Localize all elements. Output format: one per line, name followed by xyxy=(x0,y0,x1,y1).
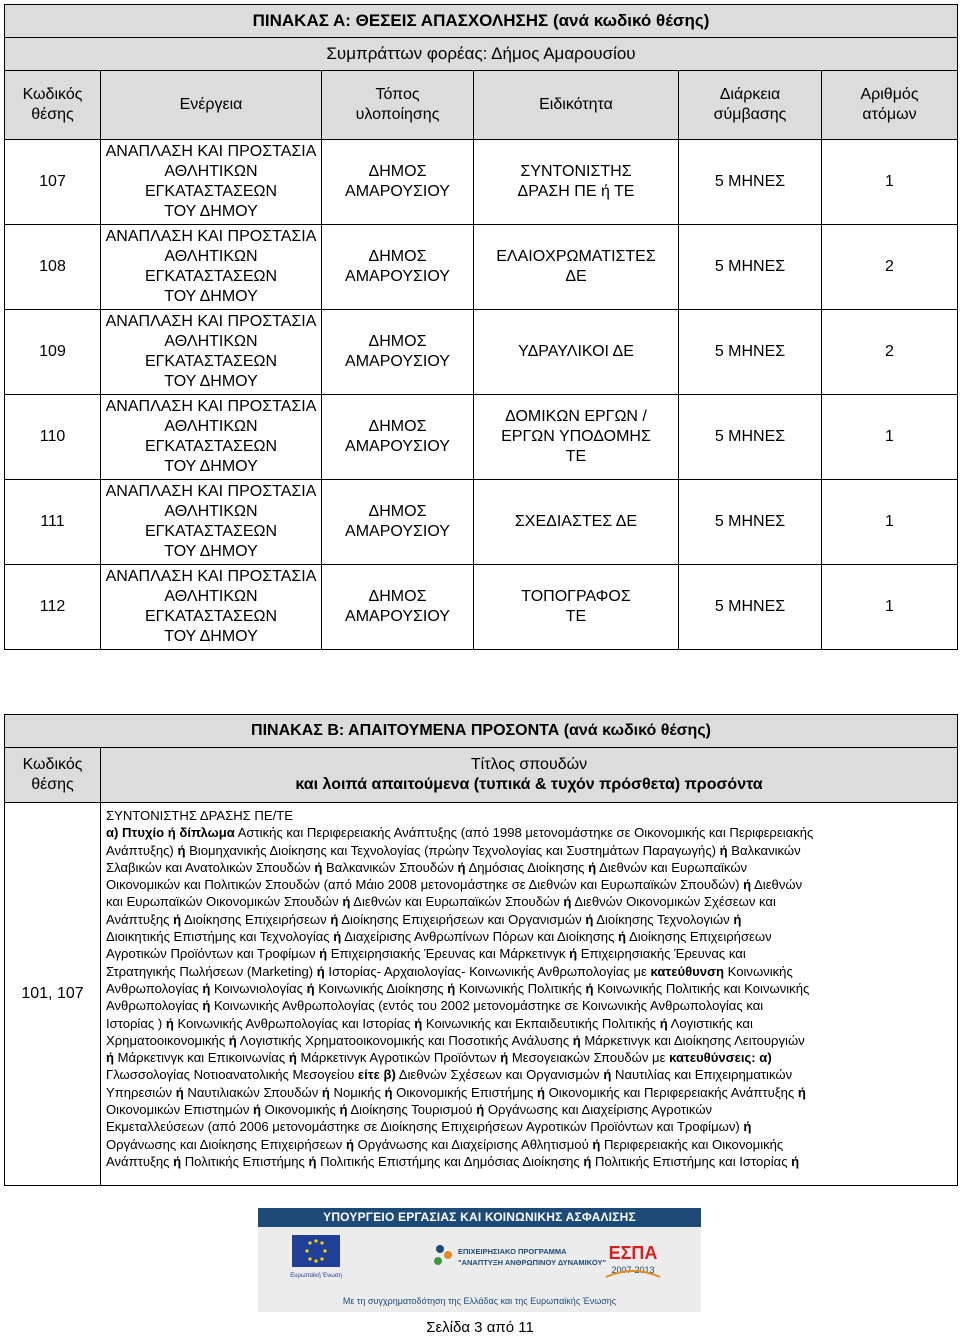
bold-segment: ή xyxy=(345,1136,354,1152)
text-segment: Οργάνωσης και Διαχείρισης Αθλητισμού xyxy=(353,1136,593,1152)
text-segment: Λογιστικής και xyxy=(667,1015,753,1031)
specialty-cell xyxy=(474,225,679,310)
bold-segment: ή xyxy=(585,980,594,996)
text-segment: Διοίκησης Επιχειρήσεων xyxy=(626,929,772,945)
page-number: Σελίδα 3 από 11 xyxy=(426,1319,534,1336)
code-cell: 107 xyxy=(5,140,101,225)
qualification-line xyxy=(106,928,951,945)
qualification-line xyxy=(106,1049,951,1066)
activity-cell-line: ΑΝΑΠΛΑΣΗ ΚΑΙ ΠΡΟΣΤΑΣΙΑ xyxy=(105,228,317,245)
place-cell-line: ΑΜΑΡΟΥΣΙΟΥ xyxy=(345,523,450,540)
header-line: Κωδικός xyxy=(22,756,83,773)
activity-cell-line: ΑΘΛΗΤΙΚΩΝ ΕΓΚΑΤΑΣΤΑΣΕΩΝ xyxy=(144,588,278,625)
bold-segment: ή xyxy=(330,911,339,927)
code-cell: 112 xyxy=(5,565,101,650)
text-segment: Κοινωνικής Ανθρωπολογίας (εντός του 2002 μετονομάστηκε σε Κοινωνικής Ανθρωπολογίας και xyxy=(210,998,764,1014)
specialty-cell xyxy=(474,310,679,395)
text-segment: Ανάπτυξης) xyxy=(106,842,178,858)
qualifications-text xyxy=(101,803,958,1186)
text-segment: Χρηματοοικονομικής xyxy=(106,1032,229,1048)
text-segment: Διοίκησης Επιχειρήσεων xyxy=(181,911,331,927)
header-line: Τόπος xyxy=(375,86,420,103)
text-segment: Λογιστικής Χρηματοοικονομικής και Ποσοτικής Ανάλυσης xyxy=(236,1032,573,1048)
qualification-line xyxy=(106,945,951,962)
text-segment: ΣΥΝΤΟΝΙΣΤΗΣ ΔΡΑΣΗΣ ΠΕ/ΤΕ xyxy=(106,808,293,823)
activity-cell-line: ΤΟΥ ΔΗΜΟΥ xyxy=(164,628,258,645)
persons-cell: 2 xyxy=(822,225,958,310)
activity-cell-line: ΑΝΑΠΛΑΣΗ ΚΑΙ ΠΡΟΣΤΑΣΙΑ xyxy=(105,398,317,415)
bold-segment: ή xyxy=(175,1084,184,1100)
table-a-header-row xyxy=(5,71,958,140)
header-line: και λοιπά απαιτούμενα (τυπικά & τυχόν πρόσθετα) προσόντα xyxy=(295,776,763,793)
text-segment: Ναυτιλιακών Σπουδών xyxy=(183,1084,322,1100)
activity-cell-line: ΑΘΛΗΤΙΚΩΝ ΕΓΚΑΤΑΣΤΑΣΕΩΝ xyxy=(144,248,278,285)
qualification-line xyxy=(106,1015,951,1032)
qualification-line xyxy=(106,1101,951,1118)
text-segment: Επιχειρησιακής Έρευνας και Μάρκετινγκ xyxy=(327,946,570,962)
bold-segment: ή xyxy=(173,1153,182,1169)
text-segment: Πολιτικής Επιστήμης και Ιστορίας xyxy=(591,1153,792,1169)
text-segment: Ανάπτυξης xyxy=(106,1153,174,1169)
header-qualifications xyxy=(101,748,958,803)
text-segment: Γλωσσολογίας Νοτιοανατολικής Μεσογείου xyxy=(106,1067,358,1083)
text-segment: Μάρκετινγκ Αγροτικών Προϊόντων xyxy=(296,1050,501,1066)
activity-cell xyxy=(101,140,322,225)
specialty-cell-line: ΕΛΑΙΟΧΡΩΜΑΤΙΣΤΕΣ xyxy=(496,248,656,265)
activity-cell-line: ΤΟΥ ΔΗΜΟΥ xyxy=(164,203,258,220)
specialty-cell-line: ΣΥΝΤΟΝΙΣΤΗΣ xyxy=(520,163,632,180)
bold-segment: ή xyxy=(457,859,466,875)
specialty-cell xyxy=(474,480,679,565)
eu-flag-logo xyxy=(288,1235,344,1281)
activity-cell-line: ΤΟΥ ΔΗΜΟΥ xyxy=(164,458,258,475)
text-segment: Κοινωνικής και Εκπαιδευτικής Πολιτικής xyxy=(422,1015,660,1031)
text-segment: Αγροτικών Προϊόντων και Τροφίμων xyxy=(106,946,320,962)
bold-segment: ή xyxy=(791,1153,800,1169)
place-cell-line: ΑΜΑΡΟΥΣΙΟΥ xyxy=(345,183,450,200)
place-cell xyxy=(322,225,474,310)
bold-segment: ή xyxy=(569,946,578,962)
espa-years: 2007-2013 xyxy=(611,1265,655,1275)
bold-segment: ή xyxy=(536,1084,545,1100)
text-segment: Νομικής xyxy=(329,1084,385,1100)
bold-segment: ή xyxy=(743,877,752,893)
place-cell-line: ΑΜΑΡΟΥΣΙΟΥ xyxy=(345,353,450,370)
text-segment: Διεθνών xyxy=(751,877,803,893)
bold-segment: ή xyxy=(165,1015,174,1031)
text-segment: Κοινωνιολογίας xyxy=(210,980,307,996)
text-segment: Βαλκανικών Σπουδών xyxy=(322,859,458,875)
text-segment: Ανθρωπολογίας xyxy=(106,980,203,996)
activity-cell-line: ΤΟΥ ΔΗΜΟΥ xyxy=(164,373,258,390)
text-segment: Επιχειρησιακής Έρευνας και xyxy=(577,946,746,962)
bold-segment: ή xyxy=(306,980,315,996)
bold-segment: ή xyxy=(572,1032,581,1048)
bold-segment: ή xyxy=(659,1015,668,1031)
espa-logo xyxy=(598,1235,668,1283)
text-segment: Οικονομικών και Πολιτικών Σπουδών (από Μάιο 2008 μετονομάστηκε σε Διεθνών και Ευρωπαϊκών Σπουδών) xyxy=(106,877,744,893)
header-line: ατόμων xyxy=(862,106,917,123)
activity-cell-line: ΤΟΥ ΔΗΜΟΥ xyxy=(164,288,258,305)
persons-cell: 2 xyxy=(822,310,958,395)
header-line: θέσης xyxy=(31,776,74,793)
text-segment: Οργάνωσης και Διοίκησης Επιχειρήσεων xyxy=(106,1136,346,1152)
bold-segment: ή xyxy=(173,911,182,927)
persons-cell: 1 xyxy=(822,565,958,650)
code-cell: 108 xyxy=(5,225,101,310)
activity-cell xyxy=(101,310,322,395)
text-segment: Μεσογειακών Σπουδών με xyxy=(508,1050,670,1066)
header-line: Ενέργεια xyxy=(179,96,243,113)
bold-segment: ή xyxy=(583,1153,592,1169)
bold-segment: είτε β) xyxy=(357,1067,396,1083)
place-cell-line: ΔΗΜΟΣ xyxy=(368,588,427,605)
qualification-line xyxy=(106,1032,951,1049)
specialty-cell-line: ΤΕ xyxy=(565,448,587,465)
ministry-title: ΥΠΟΥΡΓΕΙΟ ΕΡΓΑΣΙΑΣ ΚΑΙ ΚΟΙΝΩΝΙΚΗΣ ΑΣΦΑΛΙΣΗΣ xyxy=(258,1208,701,1227)
bold-segment: κατευθύνσεις: α) xyxy=(669,1050,772,1066)
text-segment: Διεθνών Οικονομικών Σχέσεων και xyxy=(571,894,776,910)
persons-cell: 1 xyxy=(822,480,958,565)
activity-cell-line: ΑΝΑΠΛΑΣΗ ΚΑΙ ΠΡΟΣΤΑΣΙΑ xyxy=(105,568,317,585)
header-line: Κωδικός xyxy=(22,86,83,103)
bold-segment: ή xyxy=(319,946,328,962)
activity-cell-line: ΑΝΑΠΛΑΣΗ ΚΑΙ ΠΡΟΣΤΑΣΙΑ xyxy=(105,143,317,160)
code-cell: 111 xyxy=(5,480,101,565)
text-segment: Εκμεταλλεύσεων (από 2006 μετονομάστηκε σε Διοίκησης Επιχειρήσεων Αγροτικών Προϊόντων και Τροφίμων) xyxy=(106,1119,744,1135)
qualification-line xyxy=(106,1084,951,1101)
bold-segment: ή xyxy=(288,1050,297,1066)
header-line: σύμβασης xyxy=(713,106,787,123)
header-place xyxy=(322,71,474,140)
text-segment: Διοίκησης Τουρισμού xyxy=(347,1102,477,1118)
text-segment: Διαχείρισης Ανθρωπίνων Πόρων και Διοίκησης xyxy=(341,929,619,945)
activity-cell xyxy=(101,480,322,565)
bold-segment: ή xyxy=(797,1084,806,1100)
qualification-line xyxy=(106,807,951,824)
place-cell xyxy=(322,140,474,225)
activity-cell-line: ΑΘΛΗΤΙΚΩΝ ΕΓΚΑΤΑΣΤΑΣΕΩΝ xyxy=(144,503,278,540)
activity-cell-line: ΑΝΑΠΛΑΣΗ ΚΑΙ ΠΡΟΣΤΑΣΙΑ xyxy=(105,313,317,330)
table-row xyxy=(5,140,958,225)
header-line: Αριθμός xyxy=(860,86,919,103)
text-segment: Διεθνών Σχέσεων και Οργανισμών xyxy=(395,1067,604,1083)
qualification-line xyxy=(106,997,951,1014)
bold-segment: ή xyxy=(588,859,597,875)
activity-cell xyxy=(101,395,322,480)
place-cell-line: ΔΗΜΟΣ xyxy=(368,418,427,435)
qualification-line xyxy=(106,980,951,997)
bold-segment: ή xyxy=(447,980,456,996)
bold-segment: ή xyxy=(228,1032,237,1048)
text-segment: Μάρκετινγκ και Διοίκησης Λειτουργιών xyxy=(580,1032,805,1048)
header-line: υλοποίησης xyxy=(355,106,440,123)
bold-segment: ή xyxy=(202,998,211,1014)
qualification-line xyxy=(106,1118,951,1135)
text-segment: Βιομηχανικής Διοίκησης και Τεχνολογίας (πρώην Τεχνολογίας και Συστημάτων Παραγωγής) xyxy=(185,842,720,858)
text-segment: Βαλκανικών xyxy=(727,842,801,858)
bold-segment: ή xyxy=(476,1102,485,1118)
espa-label: ΕΣΠΑ xyxy=(608,1243,658,1263)
bold-segment: ή xyxy=(592,1136,601,1152)
bold-segment: ή xyxy=(563,894,572,910)
bold-segment: ή xyxy=(500,1050,509,1066)
text-segment: Πολιτικής Επιστήμης και Δημόσιας Διοίκησης xyxy=(316,1153,584,1169)
text-segment: Ιστορίας ) xyxy=(106,1015,166,1031)
bold-segment: ή xyxy=(202,980,211,996)
bold-segment: ή xyxy=(342,894,351,910)
text-segment: Αστικής και Περιφερειακής Ανάπτυξης (από 1998 μετονομάστηκε σε Οικονομικής και Περιφερειακής xyxy=(234,825,814,841)
qualification-line xyxy=(106,911,951,928)
qualification-line xyxy=(106,842,951,859)
persons-cell: 1 xyxy=(822,395,958,480)
text-segment: Οικονομικής και Περιφερειακής Ανάπτυξης xyxy=(544,1084,798,1100)
persons-cell: 1 xyxy=(822,140,958,225)
qualification-line xyxy=(106,1153,951,1170)
table-row xyxy=(5,395,958,480)
header-specialty xyxy=(474,71,679,140)
bold-segment: ή xyxy=(339,1102,348,1118)
qualification-line xyxy=(106,963,951,980)
bold-segment: ή xyxy=(585,911,594,927)
specialty-cell-line: ΔΕ xyxy=(565,268,587,285)
table-row xyxy=(5,225,958,310)
activity-cell xyxy=(101,225,322,310)
qualification-line xyxy=(106,1066,951,1083)
header-activity xyxy=(101,71,322,140)
program-line1: ΕΠΙΧΕΙΡΗΣΙΑΚΟ ΠΡΟΓΡΑΜΜΑ xyxy=(458,1247,567,1256)
table-row xyxy=(5,565,958,650)
text-segment: Σλαβικών και Ανατολικών Σπουδών xyxy=(106,859,315,875)
bold-segment: ή xyxy=(618,929,627,945)
text-segment: Διεθνών και Ευρωπαϊκών Σπουδών xyxy=(350,894,564,910)
text-segment: Υπηρεσιών xyxy=(106,1084,176,1100)
bold-segment: α) Πτυχίο ή δίπλωμα xyxy=(106,825,235,841)
code-cell: 109 xyxy=(5,310,101,395)
duration-cell: 5 ΜΗΝΕΣ xyxy=(679,395,822,480)
duration-cell: 5 ΜΗΝΕΣ xyxy=(679,480,822,565)
text-segment: Ανάπτυξης xyxy=(106,911,174,927)
bold-segment: ή xyxy=(603,1067,612,1083)
text-segment: Διοίκησης Τεχνολογιών xyxy=(593,911,734,927)
bold-segment: ή xyxy=(316,963,325,979)
header-persons xyxy=(822,71,958,140)
text-segment: και Ευρωπαϊκών Οικονομικών Σπουδών xyxy=(106,894,343,910)
place-cell-line: ΔΗΜΟΣ xyxy=(368,333,427,350)
table-b xyxy=(4,714,958,1186)
table-b-title: ΠΙΝΑΚΑΣ Β: ΑΠΑΙΤΟΥΜΕΝΑ ΠΡΟΣΟΝΤΑ (ανά κωδικό θέσης) xyxy=(5,715,958,748)
text-segment: Διοίκησης Επιχειρήσεων και Οργανισμών xyxy=(338,911,586,927)
bold-segment: ή xyxy=(321,1084,330,1100)
activity-cell-line: ΑΝΑΠΛΑΣΗ ΚΑΙ ΠΡΟΣΤΑΣΙΑ xyxy=(105,483,317,500)
text-segment: Διοικητικής Επιστήμης και Τεχνολογίας xyxy=(106,929,334,945)
bold-segment: ή xyxy=(253,1102,262,1118)
header-line: θέσης xyxy=(31,106,74,123)
text-segment: Ναυτιλίας και Επιχειρηματικών xyxy=(611,1067,793,1083)
text-segment: Κοινωνικής Πολιτικής xyxy=(455,980,586,996)
text-segment: Πολιτικής Επιστήμης xyxy=(181,1153,309,1169)
place-cell xyxy=(322,480,474,565)
activity-cell-line: ΤΟΥ ΔΗΜΟΥ xyxy=(164,543,258,560)
partner-label: Συμπράττων φορέας: Δήμος Αμαρουσίου xyxy=(5,38,958,71)
text-segment: Οικονομικής Επιστήμης xyxy=(392,1084,537,1100)
table-row xyxy=(5,480,958,565)
header-duration xyxy=(679,71,822,140)
text-segment: Κοινωνικής xyxy=(724,963,793,979)
bold-segment: ή xyxy=(719,842,728,858)
bold-segment: ή xyxy=(384,1084,393,1100)
text-segment: Μάρκετινγκ και Επικοινωνίας xyxy=(114,1050,289,1066)
qualification-line xyxy=(106,859,951,876)
header-line: Ειδικότητα xyxy=(539,96,613,113)
bold-segment: ή xyxy=(333,929,342,945)
bold-segment: ή xyxy=(743,1119,752,1135)
specialty-cell xyxy=(474,395,679,480)
place-cell xyxy=(322,565,474,650)
specialty-cell-line: ΣΧΕΔΙΑΣΤΕΣ ΔΕ xyxy=(514,513,638,530)
place-cell-line: ΑΜΑΡΟΥΣΙΟΥ xyxy=(345,608,450,625)
table-row xyxy=(5,310,958,395)
text-segment: Στρατηγικής Πωλήσεων (Marketing) xyxy=(106,963,317,979)
activity-cell-line: ΑΘΛΗΤΙΚΩΝ ΕΓΚΑΤΑΣΤΑΣΕΩΝ xyxy=(144,163,278,200)
specialty-cell-line: ΔΡΑΣΗ ΠΕ ή ΤΕ xyxy=(517,183,635,200)
duration-cell: 5 ΜΗΝΕΣ xyxy=(679,140,822,225)
place-cell xyxy=(322,310,474,395)
bold-segment: κατεύθυνση xyxy=(650,963,724,979)
place-cell-line: ΑΜΑΡΟΥΣΙΟΥ xyxy=(345,268,450,285)
specialty-cell xyxy=(474,565,679,650)
text-segment: Οργάνωσης και Διαχείρισης Αγροτικών xyxy=(484,1102,713,1118)
program-logo xyxy=(428,1239,607,1279)
header-line: Διάρκεια xyxy=(719,86,781,103)
place-cell xyxy=(322,395,474,480)
specialty-cell-line: ΔΟΜΙΚΩΝ ΕΡΓΩΝ / xyxy=(505,408,647,425)
specialty-cell-line: ΤΟΠΟΓΡΑΦΟΣ xyxy=(521,588,631,605)
bold-segment: ή xyxy=(314,859,323,875)
text-segment: Ιστορίας- Αρχαιολογίας- Κοινωνικής Ανθρωπολογίας με xyxy=(324,963,651,979)
text-segment: Κοινωνικής Ανθρωπολογίας και Ιστορίας xyxy=(173,1015,415,1031)
activity-cell xyxy=(101,565,322,650)
text-segment: Ανθρωπολογίας xyxy=(106,998,203,1014)
text-segment: Οικονομικών Επιστημών xyxy=(106,1102,254,1118)
duration-cell: 5 ΜΗΝΕΣ xyxy=(679,225,822,310)
logo-banner xyxy=(258,1208,701,1312)
place-cell-line: ΔΗΜΟΣ xyxy=(368,163,427,180)
duration-cell: 5 ΜΗΝΕΣ xyxy=(679,310,822,395)
program-line2: "ΑΝΑΠΤΥΞΗ ΑΝΘΡΩΠΙΝΟΥ ΔΥΝΑΜΙΚΟΥ" xyxy=(458,1258,607,1267)
header-code xyxy=(5,748,101,803)
table-a-title: ΠΙΝΑΚΑΣ Α: ΘΕΣΕΙΣ ΑΠΑΣΧΟΛΗΣΗΣ (ανά κωδικό θέσης) xyxy=(5,5,958,38)
code-cell: 110 xyxy=(5,395,101,480)
specialty-cell-line: ΤΕ xyxy=(565,608,587,625)
header-line: Τίτλος σπουδών xyxy=(470,756,588,773)
activity-cell-line: ΑΘΛΗΤΙΚΩΝ ΕΓΚΑΤΑΣΤΑΣΕΩΝ xyxy=(144,418,278,455)
row-code: 101, 107 xyxy=(5,803,101,1186)
specialty-cell xyxy=(474,140,679,225)
qualification-line xyxy=(106,1136,951,1153)
bold-segment: ή xyxy=(106,1050,114,1066)
text-segment: Δημόσιας Διοίκησης xyxy=(465,859,589,875)
duration-cell: 5 ΜΗΝΕΣ xyxy=(679,565,822,650)
text-segment: Διεθνών και Ευρωπαϊκών xyxy=(596,859,748,875)
table-a-body xyxy=(5,140,958,650)
bold-segment: ή xyxy=(308,1153,317,1169)
eu-caption: Ευρωπαϊκή Ένωση xyxy=(290,1273,342,1279)
bold-segment: ή xyxy=(733,911,742,927)
header-code xyxy=(5,71,101,140)
qualification-line xyxy=(106,893,951,910)
place-cell-line: ΑΜΑΡΟΥΣΙΟΥ xyxy=(345,438,450,455)
place-cell-line: ΔΗΜΟΣ xyxy=(368,503,427,520)
specialty-cell-line: ΕΡΓΩΝ ΥΠΟΔΟΜΗΣ xyxy=(501,428,651,445)
cofunding-note: Με τη συγχρηματοδότηση της Ελλάδας και της Ευρωπαϊκής Ένωσης xyxy=(342,1296,617,1306)
activity-cell-line: ΑΘΛΗΤΙΚΩΝ ΕΓΚΑΤΑΣΤΑΣΕΩΝ xyxy=(144,333,278,370)
place-cell-line: ΔΗΜΟΣ xyxy=(368,248,427,265)
qualification-line xyxy=(106,876,951,893)
qualification-line xyxy=(106,824,951,841)
bold-segment: ή xyxy=(177,842,186,858)
table-a xyxy=(4,4,958,650)
text-segment: Κοινωνικής Πολιτικής και Κοινωνικής xyxy=(593,980,810,996)
text-segment: Κοινωνικής Διοίκησης xyxy=(314,980,448,996)
bold-segment: ή xyxy=(414,1015,423,1031)
specialty-cell-line: ΥΔΡΑΥΛΙΚΟΙ ΔΕ xyxy=(518,343,634,360)
text-segment: Οικονομικής xyxy=(261,1102,340,1118)
text-segment: Περιφερειακής και Οικονομικής xyxy=(600,1136,784,1152)
